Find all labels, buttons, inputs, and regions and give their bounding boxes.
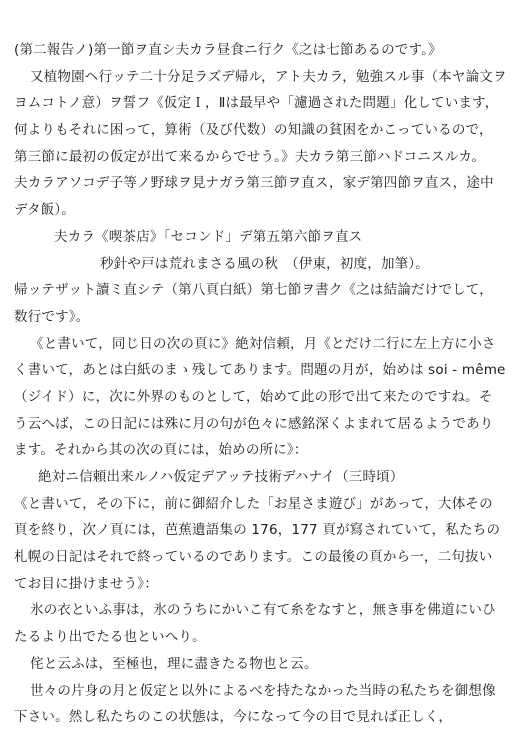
- text-line: く書いて，あとは白紙のまゝ残してあります。問題の月が，始めは soi - même: [14, 362, 506, 379]
- text-line: 夫カラ《喫茶店》「セコンド」デ第五第六節ヲ直ス: [54, 228, 363, 245]
- text-line: 何よりもそれに困って，算術（及び代数）の知識の貧困をかこっているので，: [14, 122, 493, 139]
- text-line: (第二報告ノ)第一節ヲ直シ夫カラ昼食ニ行ク《之は七節あるのです。》: [14, 42, 442, 58]
- text-line: 《と書いて，その下に，前に御紹介した「お星さま遊び」があって，大体その: [14, 495, 493, 512]
- text-line: デタ飯）。: [14, 202, 76, 219]
- quoted-text-line: 氷の衣といふ事は，氷のうちにかいこ有て糸をなすと，無き事を佛道にいひ: [30, 602, 496, 619]
- text-line: （ジイド）に，次に外界のものとして，始めて此の形で出て来たのですね。そ: [14, 388, 493, 405]
- quoted-diary-line: 絶対ニ信頼出来ルノハ仮定デアッテ技術デハナイ（三時頃）: [38, 469, 404, 485]
- text-line: 帰ッテザット讀ミ直シテ（第八頁白紙）第七節ヲ書ク《之は結論だけでして，: [14, 282, 493, 299]
- text-line: 又植物園ヘ行ッテ二十分足ラズデ帰ル，アト夫カラ，勉強スル事（本ヤ論文ヲ: [30, 68, 507, 85]
- text-line: 頁を終り，次ノ頁には，芭蕉遺語集の 176，177 頁が寫されていて，私たちの: [14, 522, 501, 539]
- text-line: う云へば，この日記には殊に月の句が色々に感銘深くよまれて居るようであり: [14, 415, 494, 432]
- document-body: [14, 37, 508, 731]
- text-line: 札幌の日記はそれで終っているのであります。この最後の頁から一，二句抜い: [14, 549, 493, 566]
- text-line: てお目に掛けませう》：: [14, 575, 158, 592]
- text-line: ヨムコトノ意）ヲ誓フ《仮定Ｉ，Ⅱは最早や「濾過された問題」化しています，: [14, 95, 499, 112]
- quoted-text-line: たるより出でたる也といへり。: [14, 629, 206, 646]
- text-line: 第三節に最初の仮定が出て来るからでせう。》夫カラ第三節ハドコニスルカ。: [14, 148, 486, 165]
- text-line: 《と書いて，同じ日の次の頁に》絶対信頼，月《とだけ二行に左上方に小さ: [30, 335, 496, 352]
- text-line: 数行です》。: [14, 308, 90, 325]
- text-line: 夫カラアソコデ子等ノ野球ヲ見ナガラ第三節ヲ直ス，家デ第四節ヲ直ス，途中: [14, 175, 494, 192]
- haiku-line: 秒針や戸は荒れまさる風の秋 （伊東，初度，加筆）。: [100, 255, 429, 272]
- quoted-text-line: 侘と云ふは，至極也，理に盡きたる物也と云。: [30, 655, 318, 672]
- text-line: 下さい。然し私たちのこの状態は，今になって今の目で見れば正しく，: [14, 709, 453, 726]
- text-line: 世々の片身の月と仮定と以外によるべを持たなかった当時の私たちを御想像: [30, 682, 496, 699]
- text-line: ます。それから其の次の頁には，始めの所に》：: [14, 442, 308, 459]
